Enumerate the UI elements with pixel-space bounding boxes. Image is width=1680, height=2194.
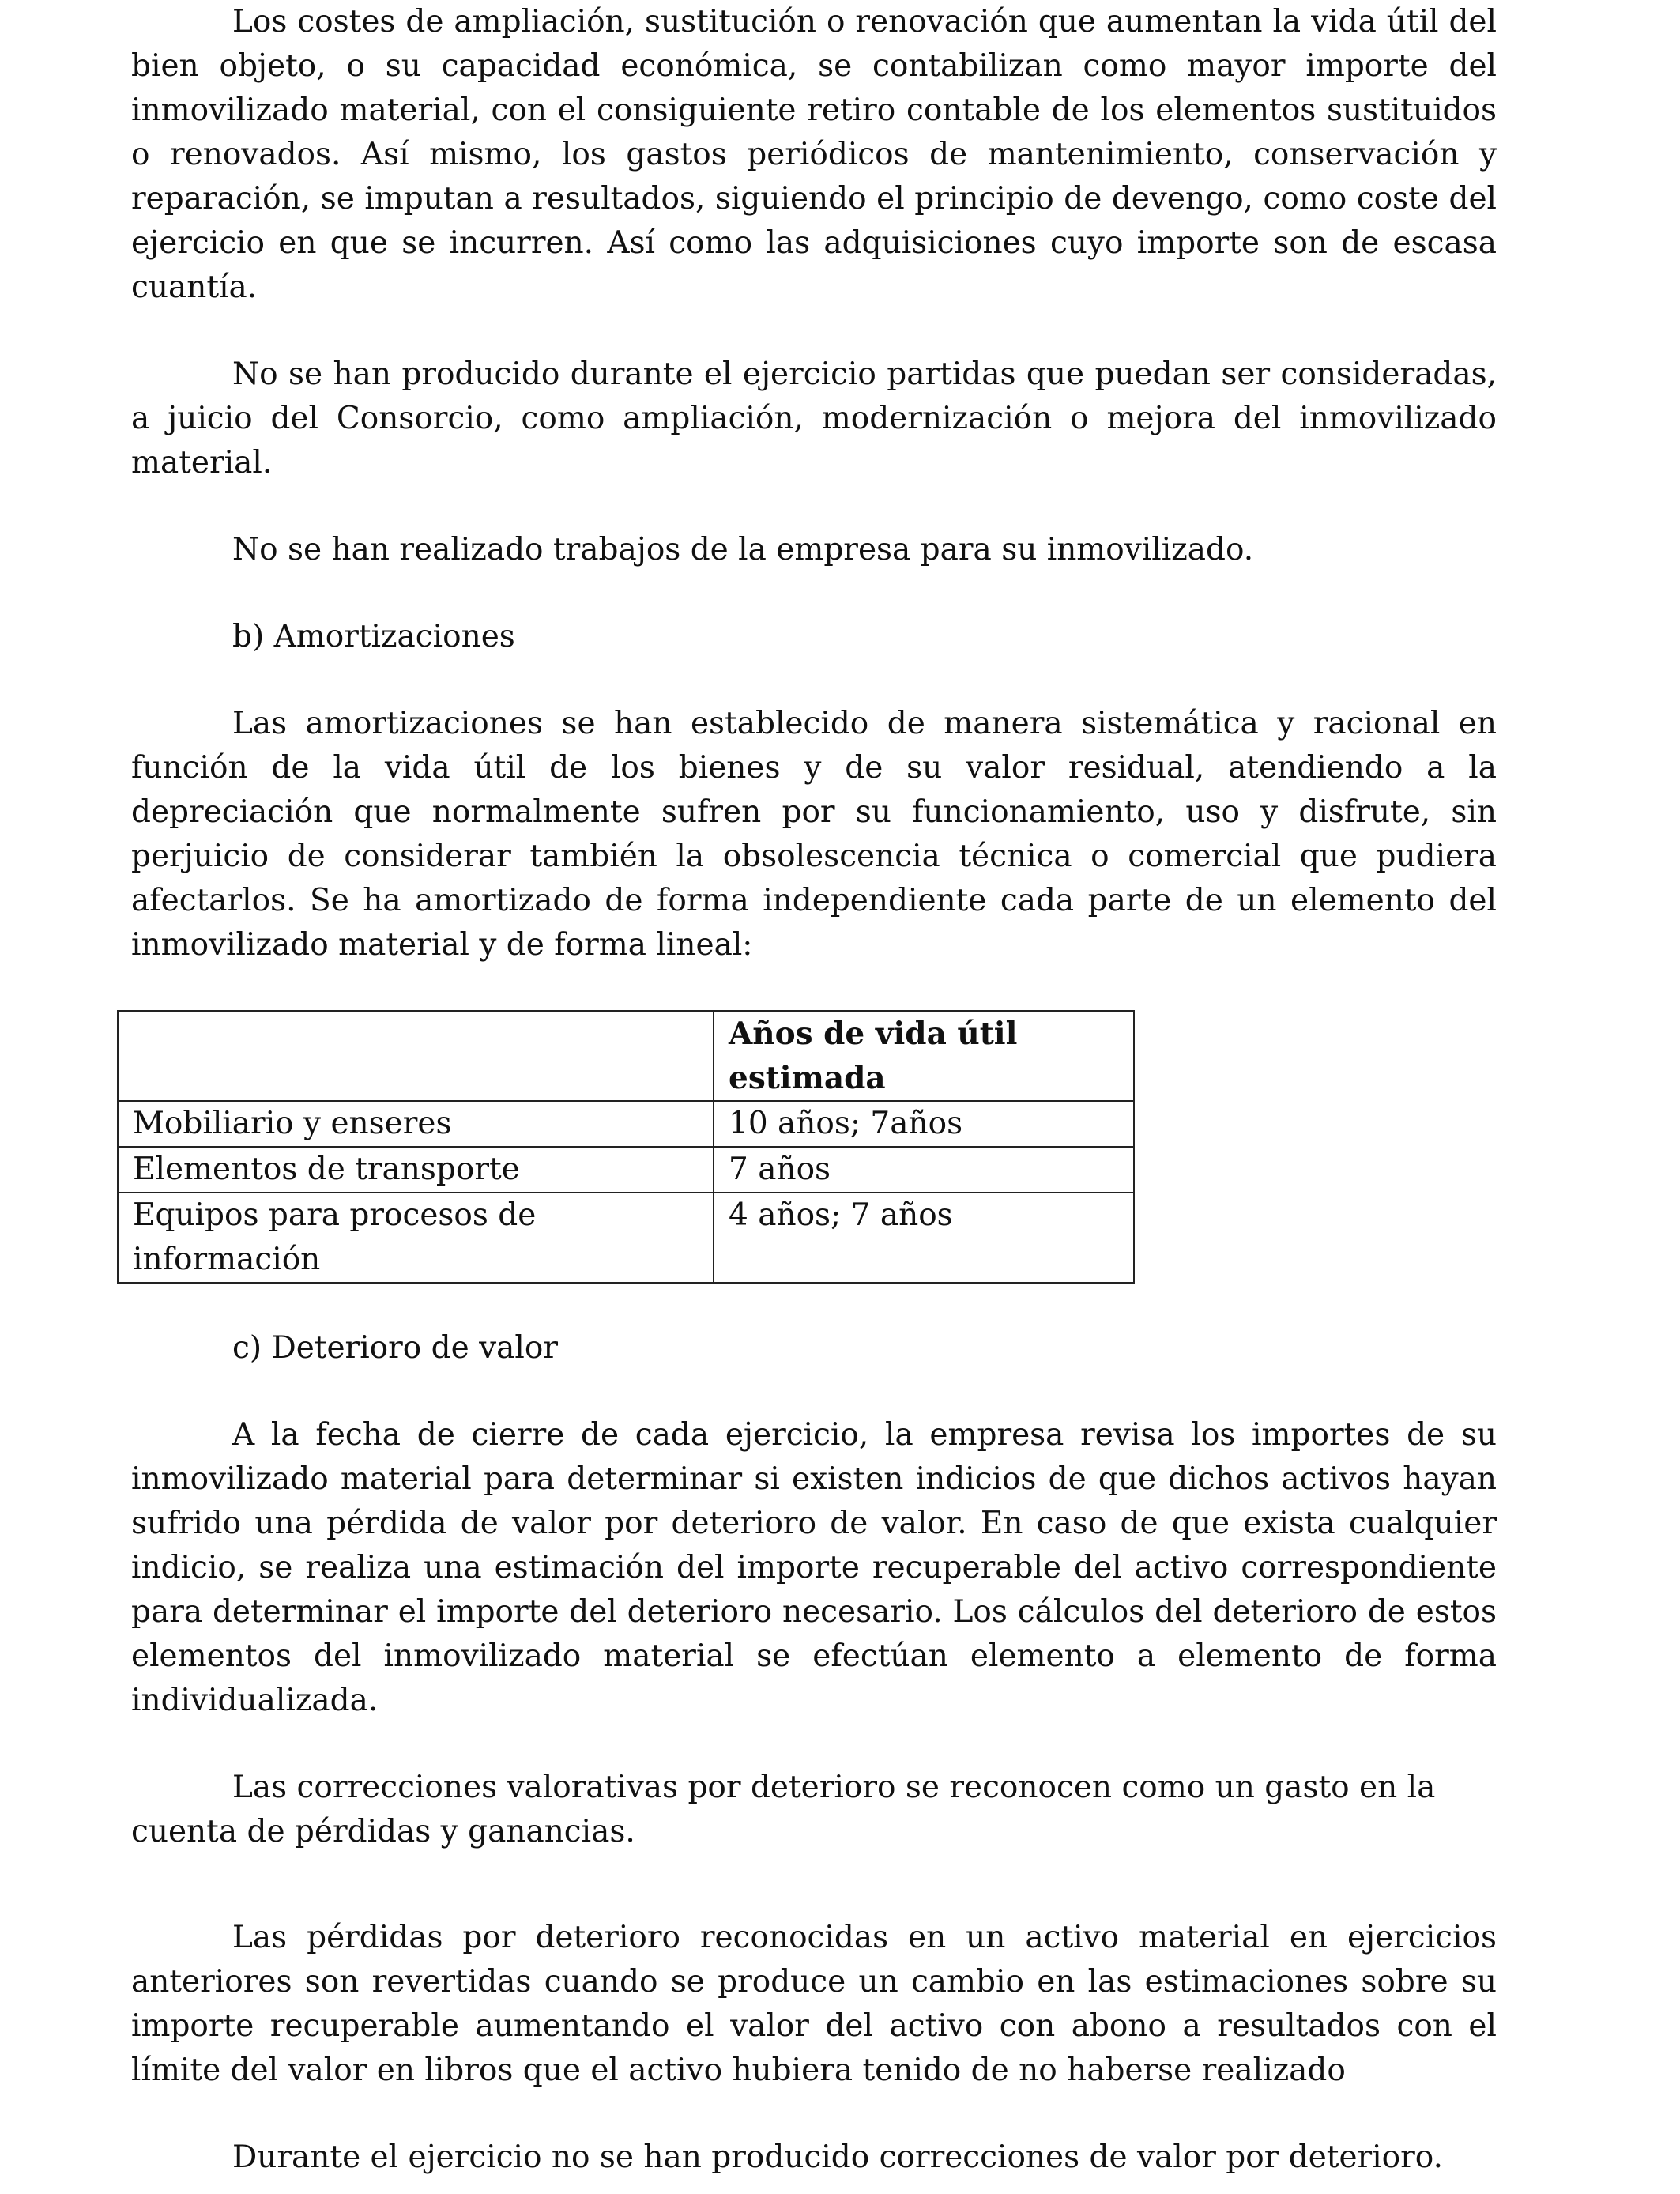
paragraph-deterioro-revision: A la fecha de cierre de cada ejercicio, la empresa revisa los importes de su inmovilizado material para determinar si existen indicios de que dichos activos hayan sufrido una pérdida de valor por deterioro de valor. En caso de que exista cualquier indicio, se realiza una estimación del importe recuperable del activo correspondiente para determinar el importe del deterioro necesario. Los cálculos del deterioro de estos elementos del inmovilizado material se efectúan elemento a elemento de forma individualizada. bbox=[131, 1417, 1497, 1718]
table-cell: 10 años; 7años bbox=[714, 1101, 1134, 1147]
table-cell: 4 años; 7 años bbox=[714, 1193, 1134, 1283]
table-cell: 7 años bbox=[714, 1147, 1134, 1193]
heading-deterioro: c) Deterioro de valor bbox=[232, 1330, 558, 1366]
table-header-cell bbox=[118, 1011, 714, 1101]
document-page bbox=[131, 0, 1497, 2180]
vida-util-table bbox=[117, 1010, 1135, 1284]
paragraph-no-trabajos: No se han realizado trabajos de la empresa para su inmovilizado. bbox=[232, 532, 1254, 567]
table-cell: Mobiliario y enseres bbox=[118, 1101, 714, 1147]
table-header-row bbox=[118, 1011, 1134, 1101]
paragraph-no-producido: No se han producido durante el ejercicio partidas que puedan ser consideradas, a juicio del Consorcio, como ampliación, modernización o mejora del inmovilizado material. bbox=[131, 356, 1497, 481]
table-cell: Equipos para procesos de información bbox=[118, 1193, 714, 1283]
table-row bbox=[118, 1193, 1134, 1283]
paragraph-perdidas-revertidas: Las pérdidas por deterioro reconocidas en un activo material en ejercicios anteriores son revertidas cuando se produce un cambio en las estimaciones sobre su importe recuperable aumentando el valor del activo con abono a resultados con el límite del valor en libros que el activo hubiera tenido de no haberse realizado bbox=[131, 1920, 1497, 2088]
paragraph-costes-ampliacion: Los costes de ampliación, sustitución o renovación que aumentan la vida útil del bien objeto, o su capacidad económica, se contabilizan como mayor importe del inmovilizado material, con el consiguiente retiro contable de los elementos sustituidos o renovados. Así mismo, los gastos periódicos de mantenimiento, conservación y reparación, se imputan a resultados, siguiendo el principio de devengo, como coste del ejercicio en que se incurren. Así como las adquisiciones cuyo importe son de escasa cuantía. bbox=[131, 4, 1497, 305]
table-row bbox=[118, 1101, 1134, 1147]
heading-amortizaciones: b) Amortizaciones bbox=[232, 619, 515, 654]
table-header-cell: Años de vida útil estimada bbox=[714, 1011, 1134, 1101]
table-cell: Elementos de transporte bbox=[118, 1147, 714, 1193]
table-row bbox=[118, 1147, 1134, 1193]
paragraph-correcciones: Las correcciones valorativas por deterioro se reconocen como un gasto en la cuenta de pérdidas y ganancias. bbox=[131, 1770, 1436, 1849]
paragraph-amortizaciones: Las amortizaciones se han establecido de manera sistemática y racional en función de la vida útil de los bienes y de su valor residual, atendiendo a la depreciación que normalmente sufren por su funcionamiento, uso y disfrute, sin perjuicio de considerar también la obsolescencia técnica o comercial que pudiera afectarlos. Se ha amortizado de forma independiente cada parte de un elemento del inmovilizado material y de forma lineal: bbox=[131, 706, 1497, 963]
paragraph-sin-correcciones: Durante el ejercicio no se han producido correcciones de valor por deterioro. bbox=[232, 2139, 1443, 2175]
